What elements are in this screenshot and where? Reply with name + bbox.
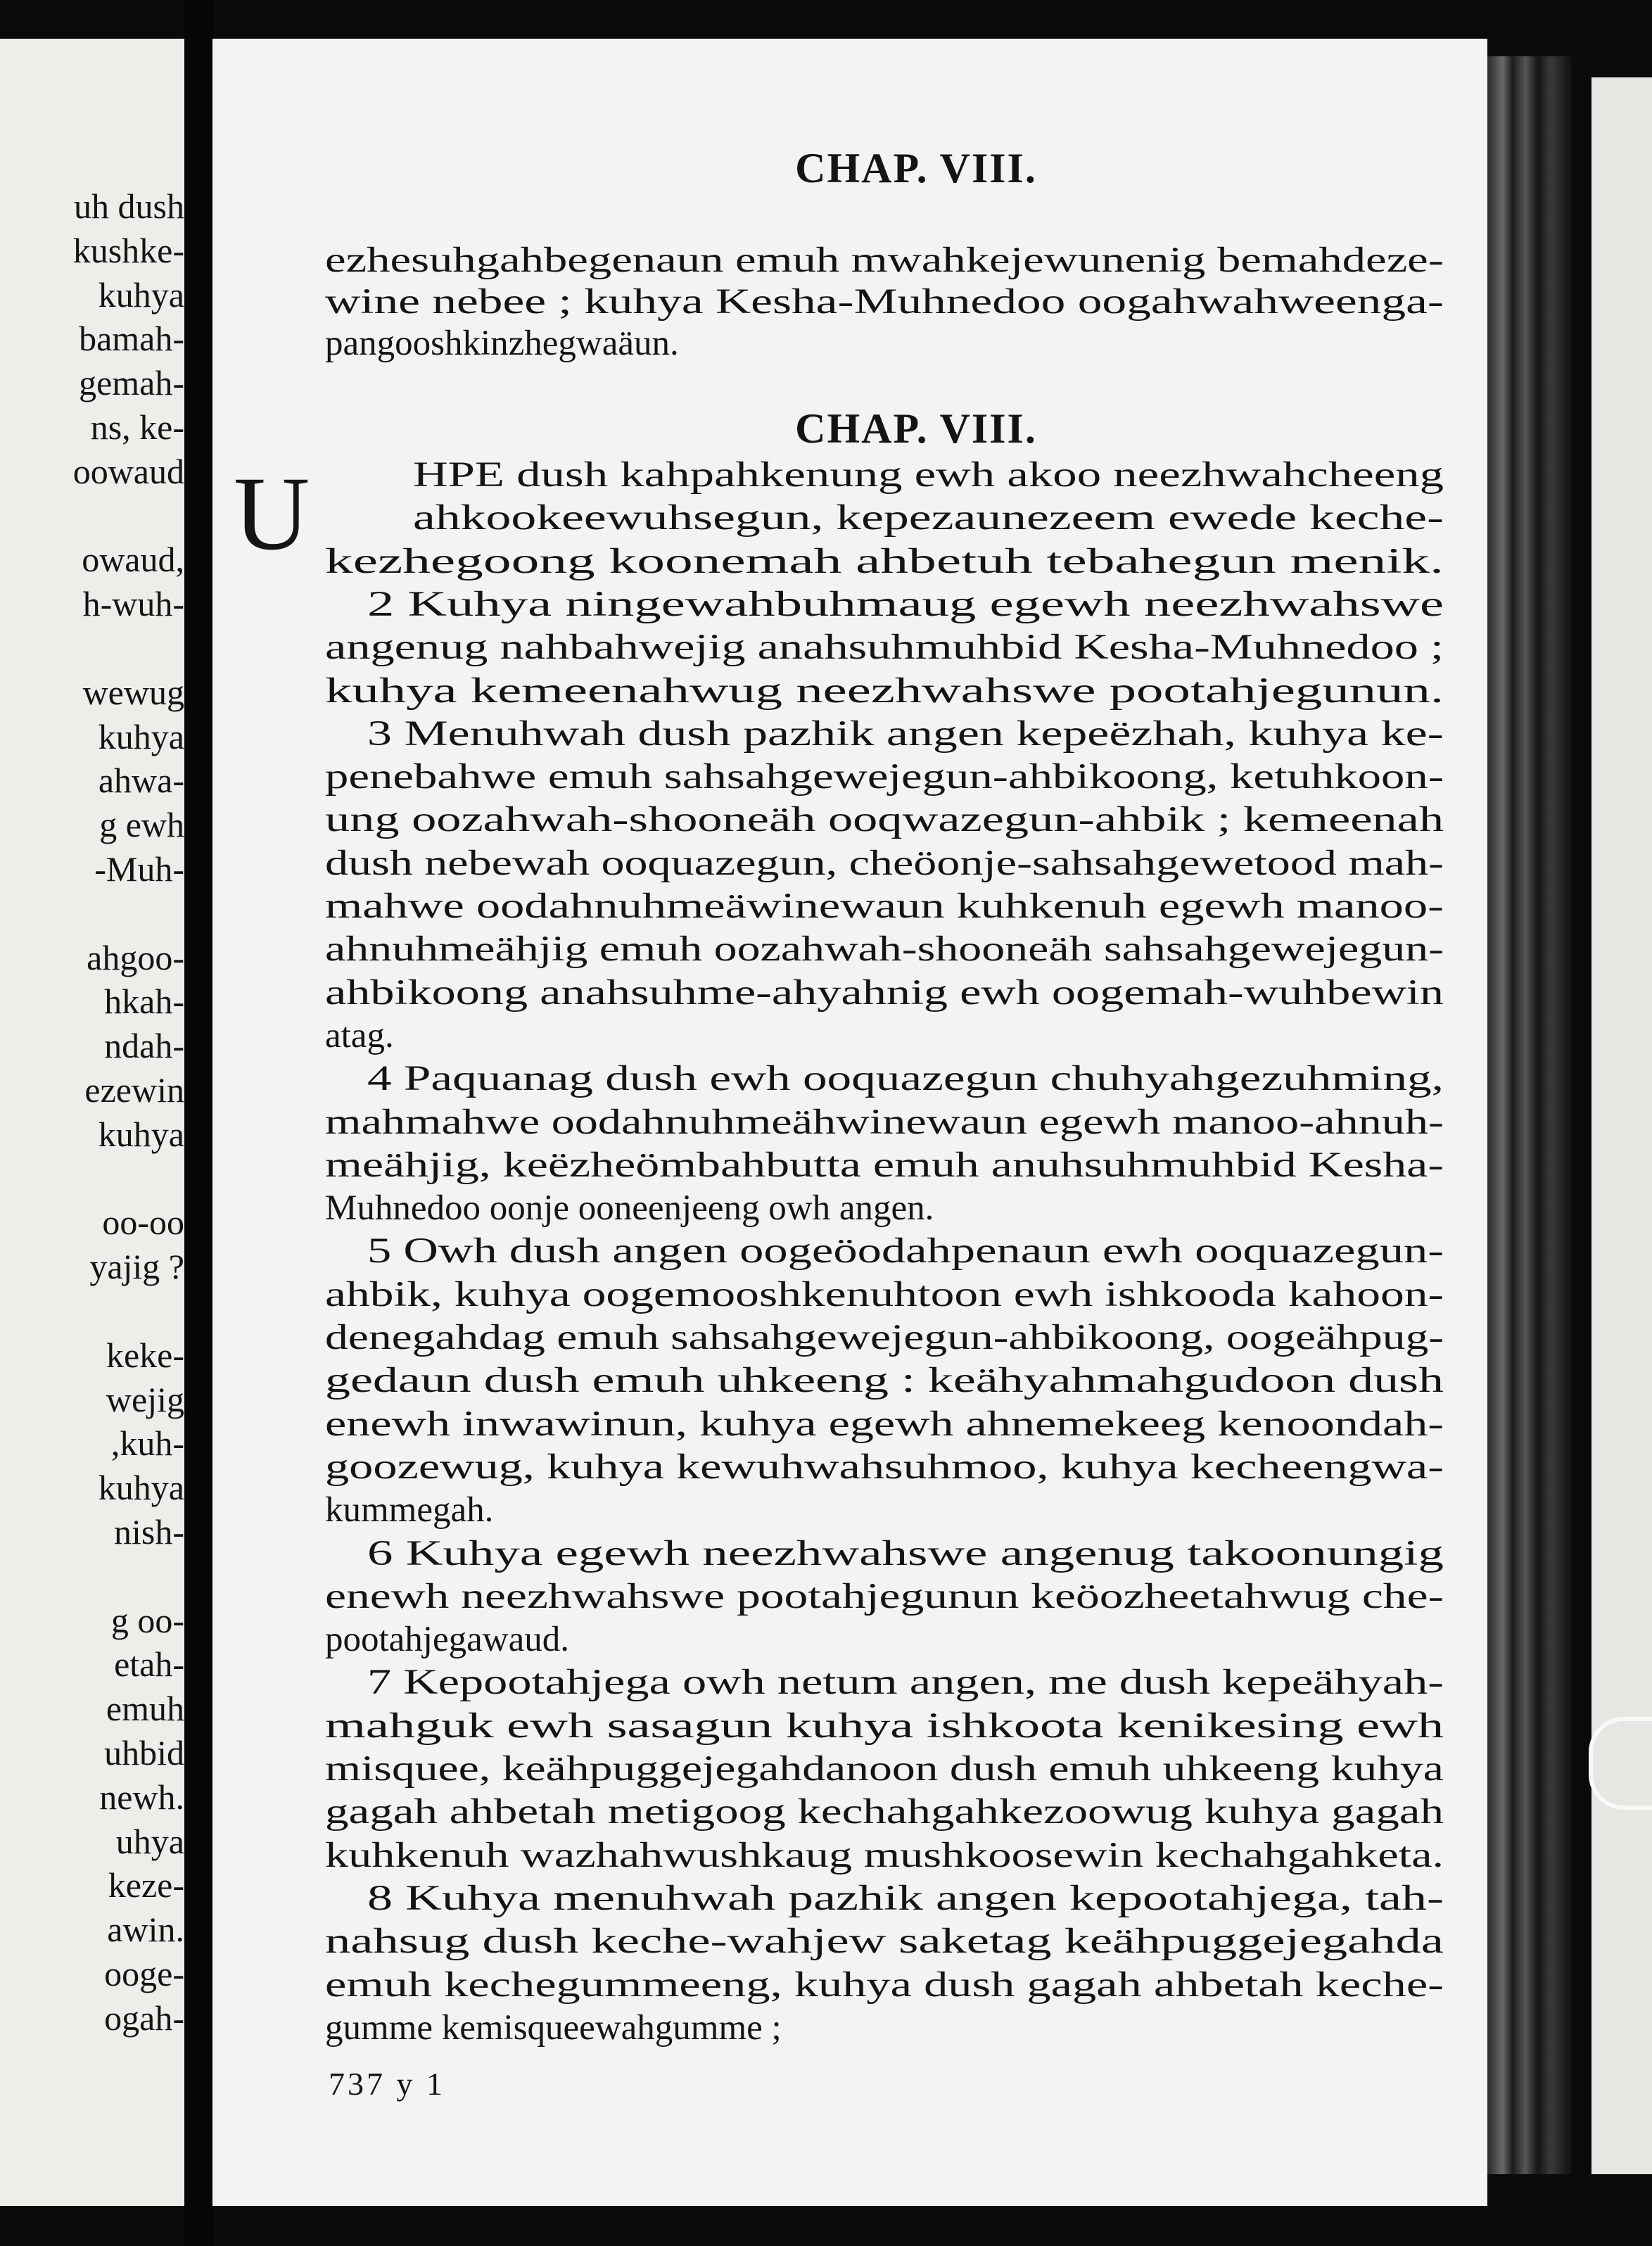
left-page-line: uh dush [74,186,184,226]
left-page-line: newh. [99,1777,184,1817]
left-page-fragment [0,39,184,2206]
left-page-line: emuh [106,1689,184,1729]
text-line: emuh kechegummeeng, kuhya dush gagah ahbetah keche- [325,1965,1444,2005]
left-page-line: ooge- [104,1954,184,1993]
text-line: ahkookeewuhsegun, kepezaunezeem ewede keche- [413,498,1444,538]
left-page-line: keke- [106,1335,184,1375]
text-line: kuhkenuh wazhahwushkaug mushkoosewin kechahgahketa. [325,1835,1444,1875]
text-line: ahbikoong anahsuhme-ahyahnig ewh oogemah-wuhbewin [325,972,1444,1013]
text-line: kezhegoong koonemah ahbetuh tebahegun menik. [325,541,1444,581]
text-line: 5 Owh dush angen oogeöodahpenaun ewh ooquazegun- [367,1231,1444,1271]
left-page-line: kuhya [98,274,184,315]
left-page-line: ,kuh- [110,1423,184,1464]
running-head: CHAP. VIII. [795,145,1037,191]
text-line: kuhya kemeenahwug neezhwahswe pootahjegunun. [325,671,1444,711]
left-page-line: uhbid [104,1733,184,1772]
text-line: 3 Menuhwah dush pazhik angen kepeëzhah, kuhya ke- [367,713,1444,754]
text-line: mahwe oodahnuhmeäwinewaun kuhkenuh egewh manoo- [325,887,1444,926]
text-line: misquee, keähpuggejegahdanoon dush emuh uhkeeng kuhya [325,1749,1444,1789]
text-line: 2 Kuhya ningewahbuhmaug egewh neezhwahswe [367,584,1444,624]
left-page-line: awin. [107,1910,184,1950]
text-line: atag. [325,1015,394,1055]
text-line: ezhesuhgahbegenaun emuh mwahkejewunenig bemahdeze- [325,241,1444,280]
text-line: Muhnedoo oonje ooneenjeeng owh angen. [325,1188,934,1229]
left-page-line: kushke- [72,230,184,270]
drop-cap: U [234,455,310,572]
text-line: ahnuhmeähjig emuh oozahwah-shooneäh sahsahgewejegun- [325,930,1444,970]
left-page-line: kuhya [98,716,184,756]
text-line: nahsug dush keche-wahjew saketag keähpuggejegahda [325,1922,1444,1962]
text-line: 6 Kuhya egewh neezhwahswe angenug takoonungig [367,1533,1444,1573]
text-line: 8 Kuhya menuhwah pazhik angen kepootahjega, tah- [367,1878,1444,1918]
text-line: dush nebewah ooquazegun, cheöonje-sahsahgewetood mah- [325,843,1444,883]
left-page-line: g oo- [110,1600,184,1640]
left-page-line: oo-oo [102,1203,184,1243]
left-page-line: yajig ? [89,1247,184,1287]
left-page-line: hkah- [104,982,184,1022]
text-line: denegahdag emuh sahsahgewejegun-ahbikoong, oogeähpug- [325,1318,1444,1357]
text-line: enewh neezhwahswe pootahjegunun keöozheetahwug che- [325,1576,1444,1616]
left-page-line: ezewin [84,1070,184,1110]
text-line: gedaun dush emuh uhkeeng : keähyahmahgudoon dush [325,1361,1444,1401]
left-page-line: ns, ke- [90,407,184,447]
left-page-line: -Muh- [94,849,184,889]
left-page-line: owaud, [82,540,184,580]
left-page-line: gemah- [79,363,184,403]
left-page-line: keze- [108,1865,184,1905]
book-gutter [184,0,214,2246]
text-line: angenug nahbahwejig anahsuhmuhbid Kesha-Muhnedoo ; [325,628,1444,668]
left-page-line: ahwa- [98,761,184,801]
left-page-line: uhya [115,1821,184,1861]
text-block [212,39,1487,2206]
text-line: gagah ahbetah metigoog kechahgahkezoowug kuhya gagah [325,1792,1444,1832]
text-line: penebahwe emuh sahsahgewejegun-ahbikoong, ketuhkoon- [325,757,1444,797]
text-line: enewh inwawinun, kuhya egewh ahnemekeeg kenoondah- [325,1404,1444,1444]
page-edges [1487,56,1572,2174]
left-page-line: nish- [114,1512,184,1552]
text-line: 7 Kepootahjega owh netum angen, me dush kepeähyah- [367,1663,1444,1703]
text-line: goozewug, kuhya kewuhwahsuhmoo, kuhya kecheengwa- [325,1447,1444,1487]
left-page-line: h-wuh- [82,584,184,624]
text-line: wine nebee ; kuhya Kesha-Muhnedoo oogahwahweenga- [325,282,1444,322]
left-page-line: kuhya [98,1468,184,1508]
left-page-line: g ewh [99,805,184,845]
text-line: gumme kemisqueewahgumme ; [325,2007,782,2048]
left-page-line: ndah- [104,1026,184,1066]
text-line: meähjig, keëzheömbahbutta emuh anuhsuhmuhbid Kesha- [325,1145,1444,1185]
text-line: ahbik, kuhya oogemooshkenuhtoon ewh ishkooda kahoon- [325,1274,1444,1314]
text-line: mahguk ewh sasagun kuhya ishkoota kenikesing ewh [325,1706,1444,1746]
text-line: mahmahwe oodahnuhmeähwinewaun egewh manoo-ahnuh- [325,1102,1444,1142]
text-line: 4 Paquanag dush ewh ooquazegun chuhyahgezuhming, [367,1059,1444,1099]
left-page-line: wewug [82,672,184,712]
signature-mark: 737 y 1 [329,2066,445,2102]
text-line: pangooshkinzhegwaäun. [325,324,679,363]
bracket-mark [1589,1717,1652,1810]
left-page-line: etah- [114,1644,184,1684]
book-page [212,39,1487,2206]
right-page-sliver [1591,77,1652,2174]
left-page-line: ogah- [104,1998,184,2038]
text-line: ung oozahwah-shooneäh ooqwazegun-ahbik ; kemeenah [325,800,1444,840]
chapter-heading: CHAP. VIII. [795,405,1037,452]
left-page-line: kuhya [98,1114,184,1154]
text-line: kummegah. [325,1490,494,1530]
left-page-line: ahgoo- [87,937,184,977]
left-page-line: oowaud [72,451,184,491]
text-line: HPE dush kahpahkenung ewh akoo neezhwahcheeng [413,455,1444,495]
left-page-line: bamah- [79,319,184,359]
left-page-line: wejig [106,1379,184,1419]
text-line: pootahjegawaud. [325,1620,569,1660]
